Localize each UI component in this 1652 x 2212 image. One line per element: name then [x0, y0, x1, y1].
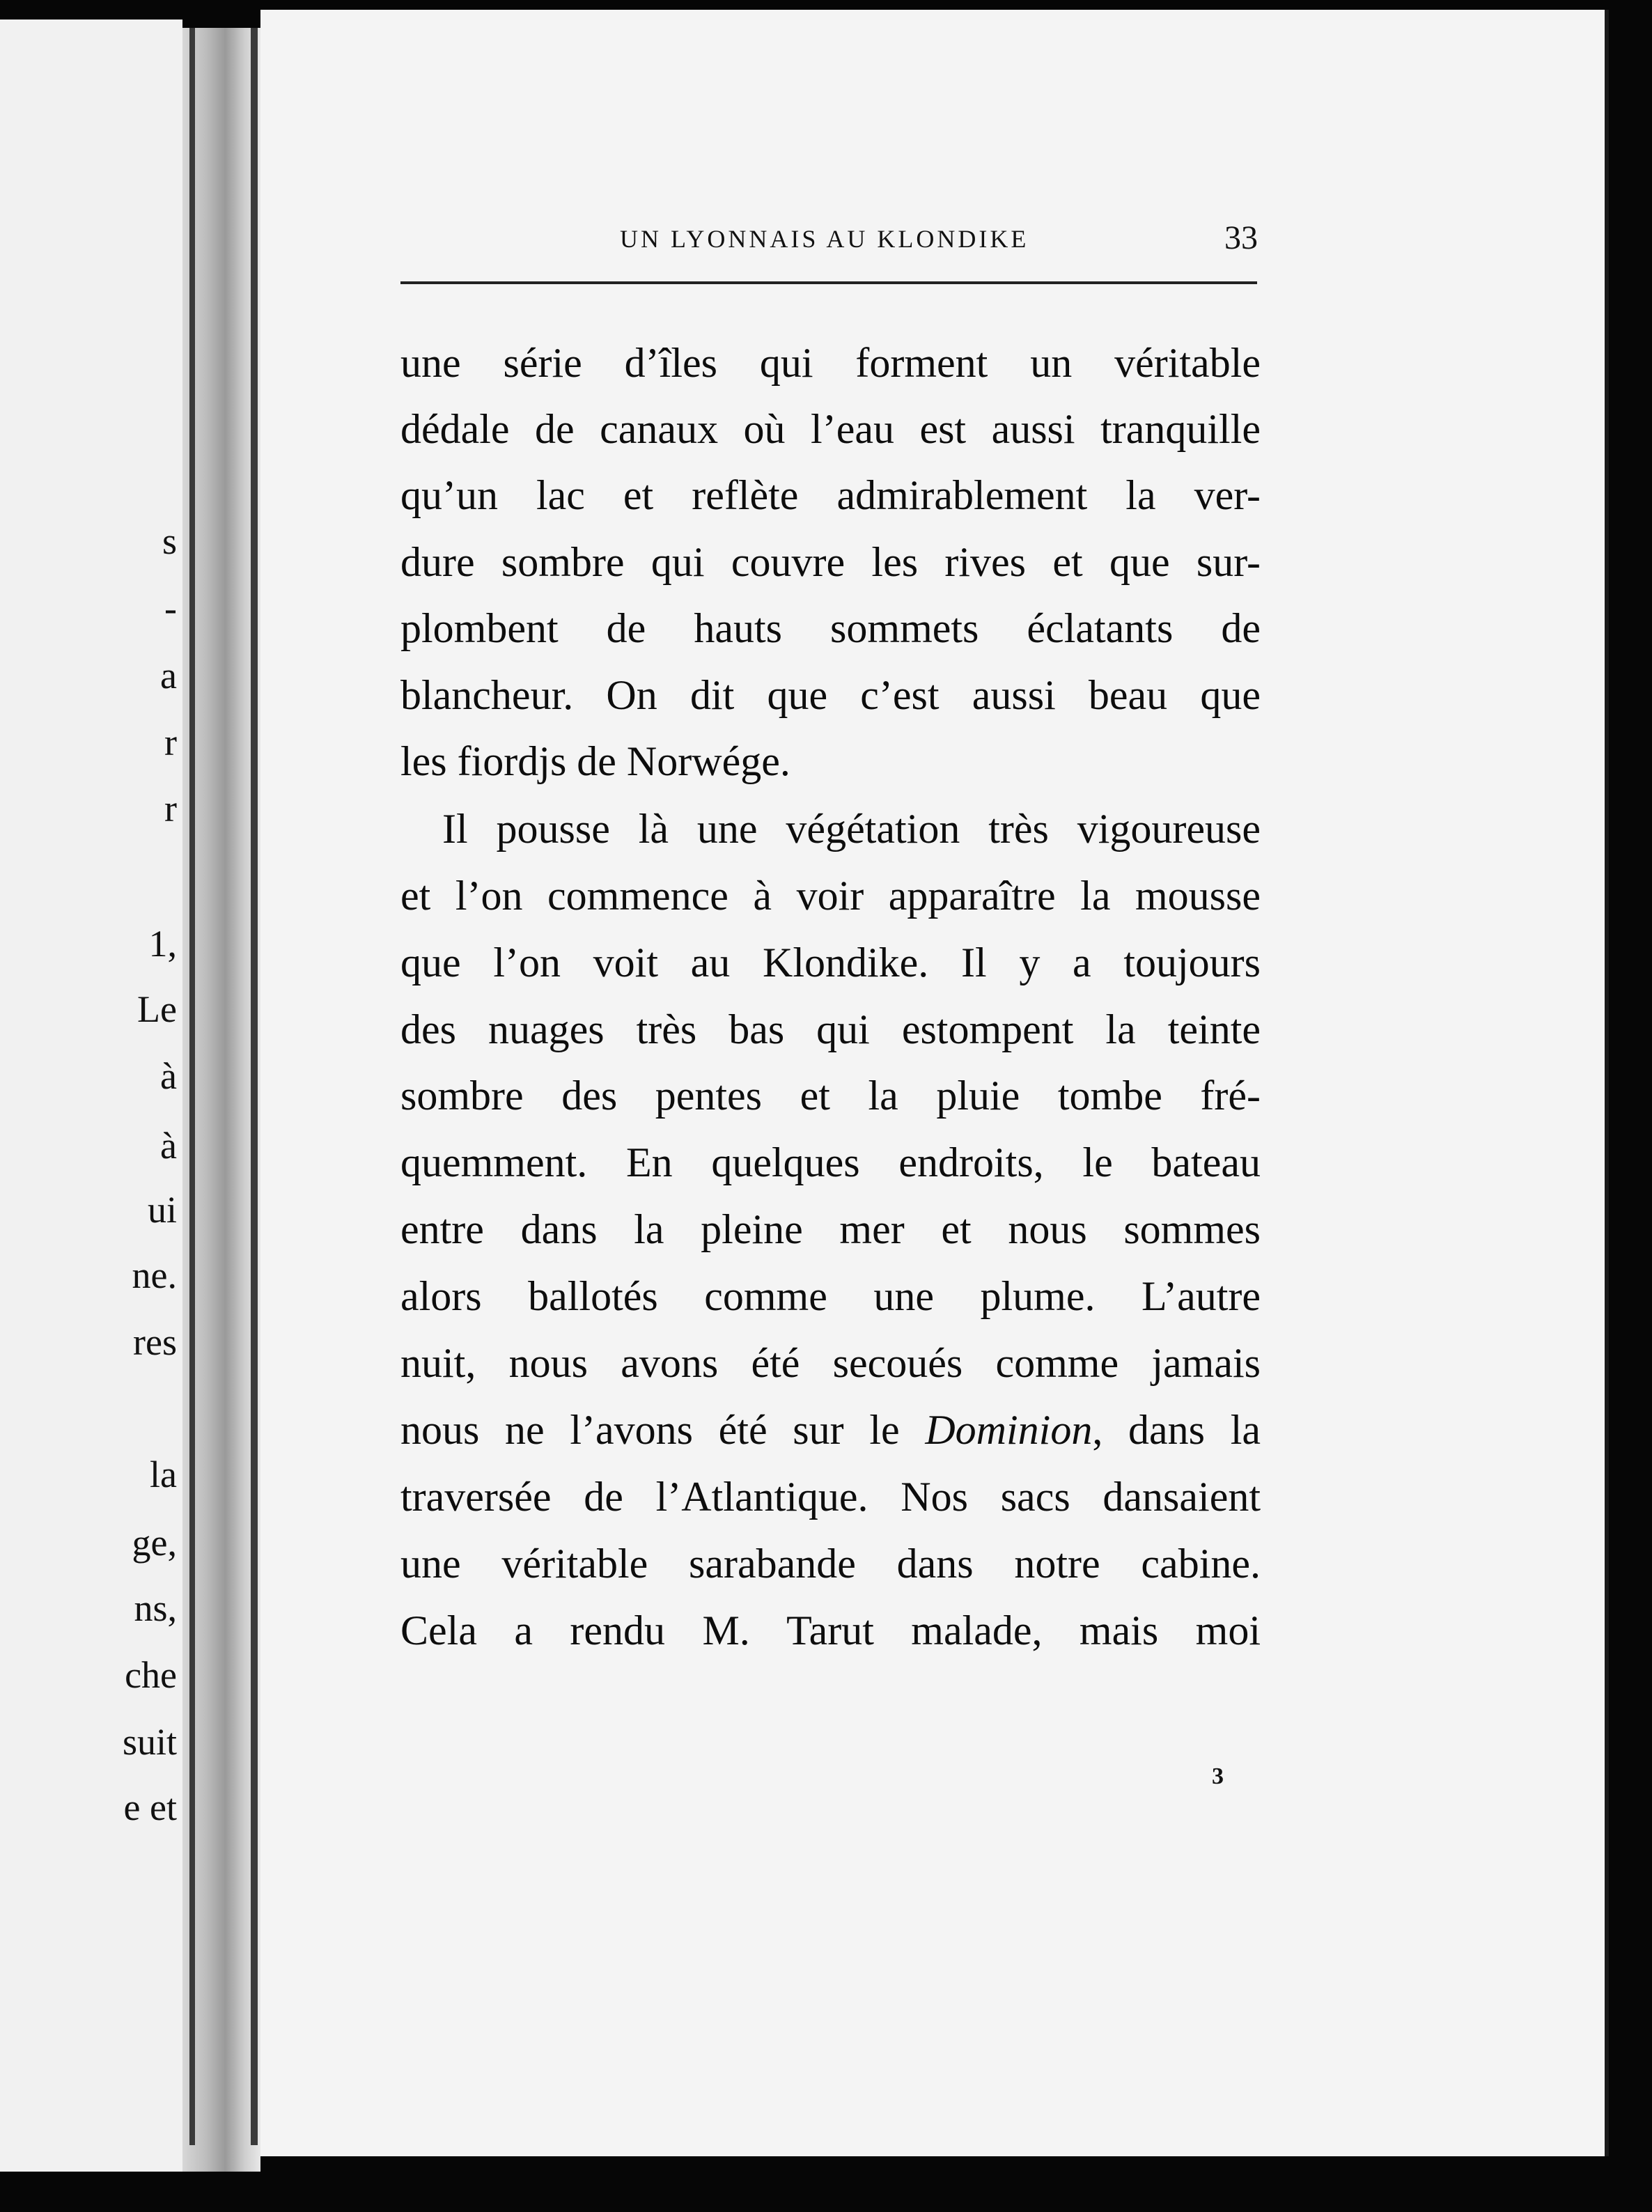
facing-page-fragment: ge,: [132, 1522, 177, 1564]
facing-page-fragment: la: [150, 1454, 177, 1495]
facing-page-fragment: 1,: [148, 923, 177, 965]
body-line: blancheur. On dit que c’est aussi beau que: [400, 672, 1261, 718]
facing-page-fragment: -: [164, 587, 177, 629]
facing-page-fragment: res: [133, 1321, 177, 1363]
facing-page-fragment: à: [160, 1125, 177, 1167]
body-line-with-italic: [400, 1405, 1261, 1454]
signature-mark: 3: [1212, 1763, 1224, 1789]
gutter-edge-line: [251, 28, 258, 2145]
facing-page-fragment: ui: [147, 1189, 177, 1231]
facing-page-fragment: che: [125, 1654, 177, 1696]
body-line: dédale de canaux où l’eau est aussi tranquille: [400, 406, 1261, 452]
body-line-start: nous ne l’avons été sur le: [400, 1407, 926, 1453]
facing-page-fragment: r: [164, 788, 177, 830]
body-line: alors ballotés comme une plume. L’autre: [400, 1273, 1261, 1319]
body-line: Cela a rendu M. Tarut malade, mais moi: [400, 1607, 1261, 1653]
body-line: dure sombre qui couvre les rives et que sur-: [400, 539, 1261, 585]
body-line: que l’on voit au Klondike. Il y a toujours: [400, 940, 1261, 986]
body-line: une véritable sarabande dans notre cabine.: [400, 1541, 1261, 1587]
body-line: qu’un lac et reflète admirablement la ver-: [400, 472, 1261, 518]
page-number: 33: [1224, 219, 1258, 256]
facing-page-fragment: s: [162, 520, 177, 562]
facing-page-fragment: e et: [123, 1786, 177, 1828]
facing-page-fragment: ne.: [132, 1254, 177, 1296]
ship-name: Dominion: [925, 1407, 1093, 1453]
facing-page-fragment: ns,: [134, 1587, 177, 1629]
body-line: les fiordjs de Norwége.: [400, 738, 790, 784]
facing-page-fragment: suit: [122, 1721, 177, 1763]
facing-page-fragment: Le: [137, 988, 177, 1030]
body-line: sombre des pentes et la pluie tombe fré-: [400, 1073, 1261, 1119]
gutter-edge-line: [189, 28, 195, 2145]
body-line: traversée de l’Atlantique. Nos sacs dansaient: [400, 1474, 1261, 1520]
facing-page: [0, 20, 182, 2172]
body-line: des nuages très bas qui estompent la teinte: [400, 1006, 1261, 1052]
running-title: UN LYONNAIS AU KLONDIKE: [620, 225, 1029, 253]
facing-page-fragment: a: [160, 655, 177, 696]
header-rule: [400, 281, 1257, 284]
body-line: plombent de hauts sommets éclatants de: [400, 605, 1261, 651]
body-line: et l’on commence à voir apparaître la mousse: [400, 873, 1261, 919]
body-line-end: , dans la: [1092, 1407, 1261, 1453]
facing-page-fragment: r: [164, 722, 177, 763]
body-line: nuit, nous avons été secoués comme jamais: [400, 1340, 1261, 1386]
body-line: Il pousse là une végétation très vigoureuse: [442, 806, 1261, 852]
body-line: entre dans la pleine mer et nous sommes: [400, 1206, 1261, 1252]
body-line: une série d’îles qui forment un véritable: [400, 340, 1261, 386]
facing-page-fragment: à: [160, 1055, 177, 1097]
body-line: quemment. En quelques endroits, le bateau: [400, 1139, 1261, 1185]
